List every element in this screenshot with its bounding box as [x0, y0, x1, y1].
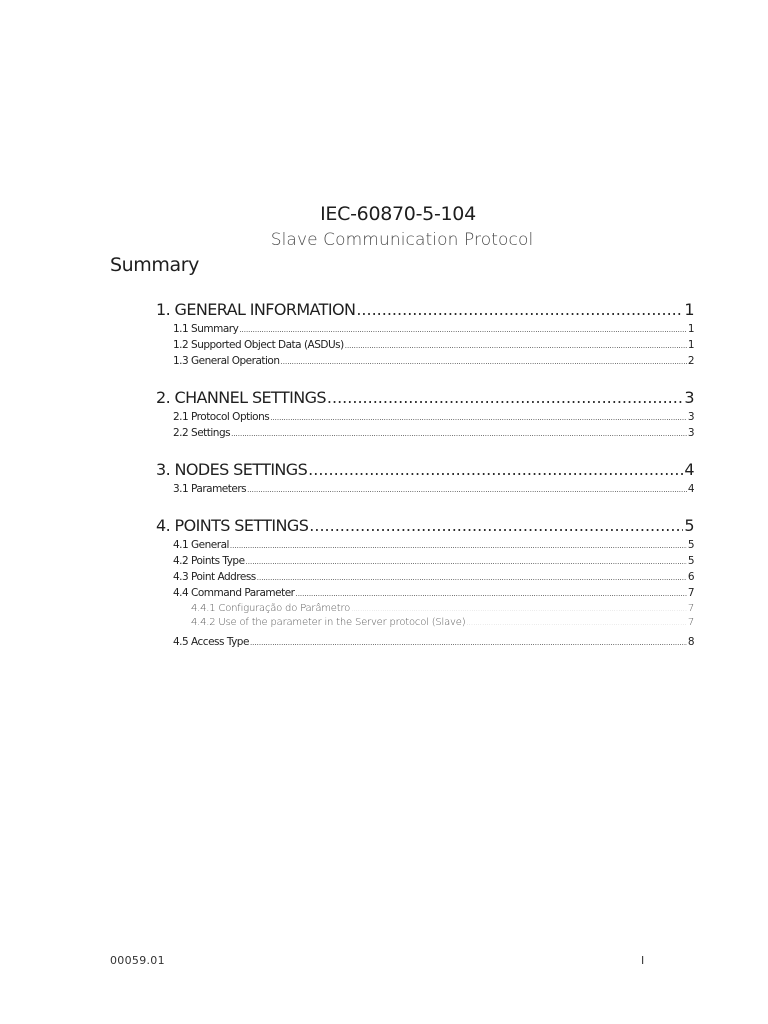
- toc-page-number: 1: [687, 339, 694, 351]
- toc-entry-access-type[interactable]: [173, 635, 694, 651]
- toc-leader-dots: [351, 602, 687, 616]
- toc-section-nodes-settings: [156, 460, 694, 498]
- toc-leader-dots: [345, 339, 687, 354]
- toc-page-number: 8: [687, 636, 694, 648]
- toc-entry-label: 2.1 Protocol Options: [173, 411, 270, 423]
- table-of-contents: [156, 300, 694, 651]
- toc-leader-dots: [309, 516, 683, 535]
- toc-entry-settings[interactable]: [173, 426, 694, 442]
- toc-leader-dots: [466, 616, 686, 630]
- toc-leader-dots: [231, 427, 687, 442]
- toc-entry-label: 2.2 Settings: [173, 427, 231, 439]
- toc-entry-points-settings[interactable]: [156, 516, 694, 535]
- toc-entry-summary[interactable]: [173, 322, 694, 338]
- toc-entry-label: 1.3 General Operation: [173, 355, 280, 367]
- summary-heading: Summary: [110, 254, 200, 276]
- toc-leader-dots: [247, 483, 687, 498]
- toc-section-channel-settings: [156, 388, 694, 442]
- toc-page-number: 3: [684, 388, 694, 407]
- toc-entry-label: 1.1 Summary: [173, 323, 239, 335]
- toc-page-number: 4: [684, 460, 694, 479]
- toc-page-number: 1: [687, 323, 694, 335]
- toc-entry-general-operation[interactable]: [173, 354, 694, 370]
- toc-leader-dots: [250, 636, 687, 651]
- footer-page-number: I: [641, 954, 645, 967]
- toc-section-general-information: [156, 300, 694, 370]
- toc-section-points-settings: [156, 516, 694, 651]
- toc-page-number: 3: [687, 411, 694, 423]
- toc-entry-label: 4.4.1 Configuração do Parâmetro: [191, 603, 351, 614]
- toc-page-number: 5: [687, 539, 694, 551]
- toc-leader-dots: [239, 323, 687, 338]
- toc-leader-dots: [230, 539, 687, 554]
- toc-page-number: 2: [687, 355, 694, 367]
- toc-page-number: 5: [684, 516, 694, 535]
- toc-page-number: 3: [687, 427, 694, 439]
- toc-leader-dots: [327, 388, 683, 407]
- toc-page-number: 7: [687, 603, 694, 614]
- toc-page-number: 1: [684, 300, 694, 319]
- toc-entry-label: 2. CHANNEL SETTINGS: [156, 388, 326, 407]
- footer-document-code: 00059.01: [110, 954, 165, 967]
- toc-page-number: 5: [687, 555, 694, 567]
- document-subtitle: Slave Communication Protocol: [270, 230, 534, 250]
- toc-leader-dots: [281, 355, 687, 370]
- toc-entry-label: 4.4.2 Use of the parameter in the Server protocol (Slave): [191, 617, 466, 628]
- document-title: IEC-60870-5-104: [320, 203, 476, 225]
- toc-entry-label: 4.2 Points Type: [173, 555, 245, 567]
- toc-entry-label: 4.5 Access Type: [173, 636, 249, 648]
- toc-entry-supported-object-data[interactable]: [173, 338, 694, 354]
- toc-leader-dots: [356, 300, 683, 319]
- toc-entry-general-information[interactable]: [156, 300, 694, 319]
- toc-leader-dots: [257, 571, 687, 586]
- toc-entry-parameter-use-server[interactable]: [191, 616, 694, 630]
- toc-entry-parameters[interactable]: [173, 482, 694, 498]
- toc-entry-label: 3. NODES SETTINGS: [156, 460, 308, 479]
- toc-page-number: 4: [687, 483, 694, 495]
- toc-leader-dots: [308, 460, 683, 479]
- toc-entry-protocol-options[interactable]: [173, 410, 694, 426]
- toc-entry-channel-settings[interactable]: [156, 388, 694, 407]
- toc-entry-label: 1.2 Supported Object Data (ASDUs): [173, 339, 344, 351]
- toc-entry-command-parameter[interactable]: [173, 586, 694, 602]
- toc-entry-parameter-configuration[interactable]: [191, 602, 694, 616]
- toc-leader-dots: [295, 587, 686, 602]
- toc-entry-label: 4.4 Command Parameter: [173, 587, 295, 599]
- toc-page-number: 7: [687, 587, 694, 599]
- toc-leader-dots: [270, 411, 687, 426]
- toc-entry-label: 3.1 Parameters: [173, 483, 247, 495]
- toc-entry-nodes-settings[interactable]: [156, 460, 694, 479]
- toc-entry-label: 4.3 Point Address: [173, 571, 256, 583]
- toc-leader-dots: [246, 555, 687, 570]
- toc-entry-general[interactable]: [173, 538, 694, 554]
- toc-entry-label: 4. POINTS SETTINGS: [156, 516, 309, 535]
- toc-entry-points-type[interactable]: [173, 554, 694, 570]
- toc-entry-point-address[interactable]: [173, 570, 694, 586]
- toc-entry-label: 1. GENERAL INFORMATION: [156, 300, 356, 319]
- toc-page-number: 6: [687, 571, 694, 583]
- toc-page-number: 7: [687, 617, 694, 628]
- toc-entry-label: 4.1 General: [173, 539, 229, 551]
